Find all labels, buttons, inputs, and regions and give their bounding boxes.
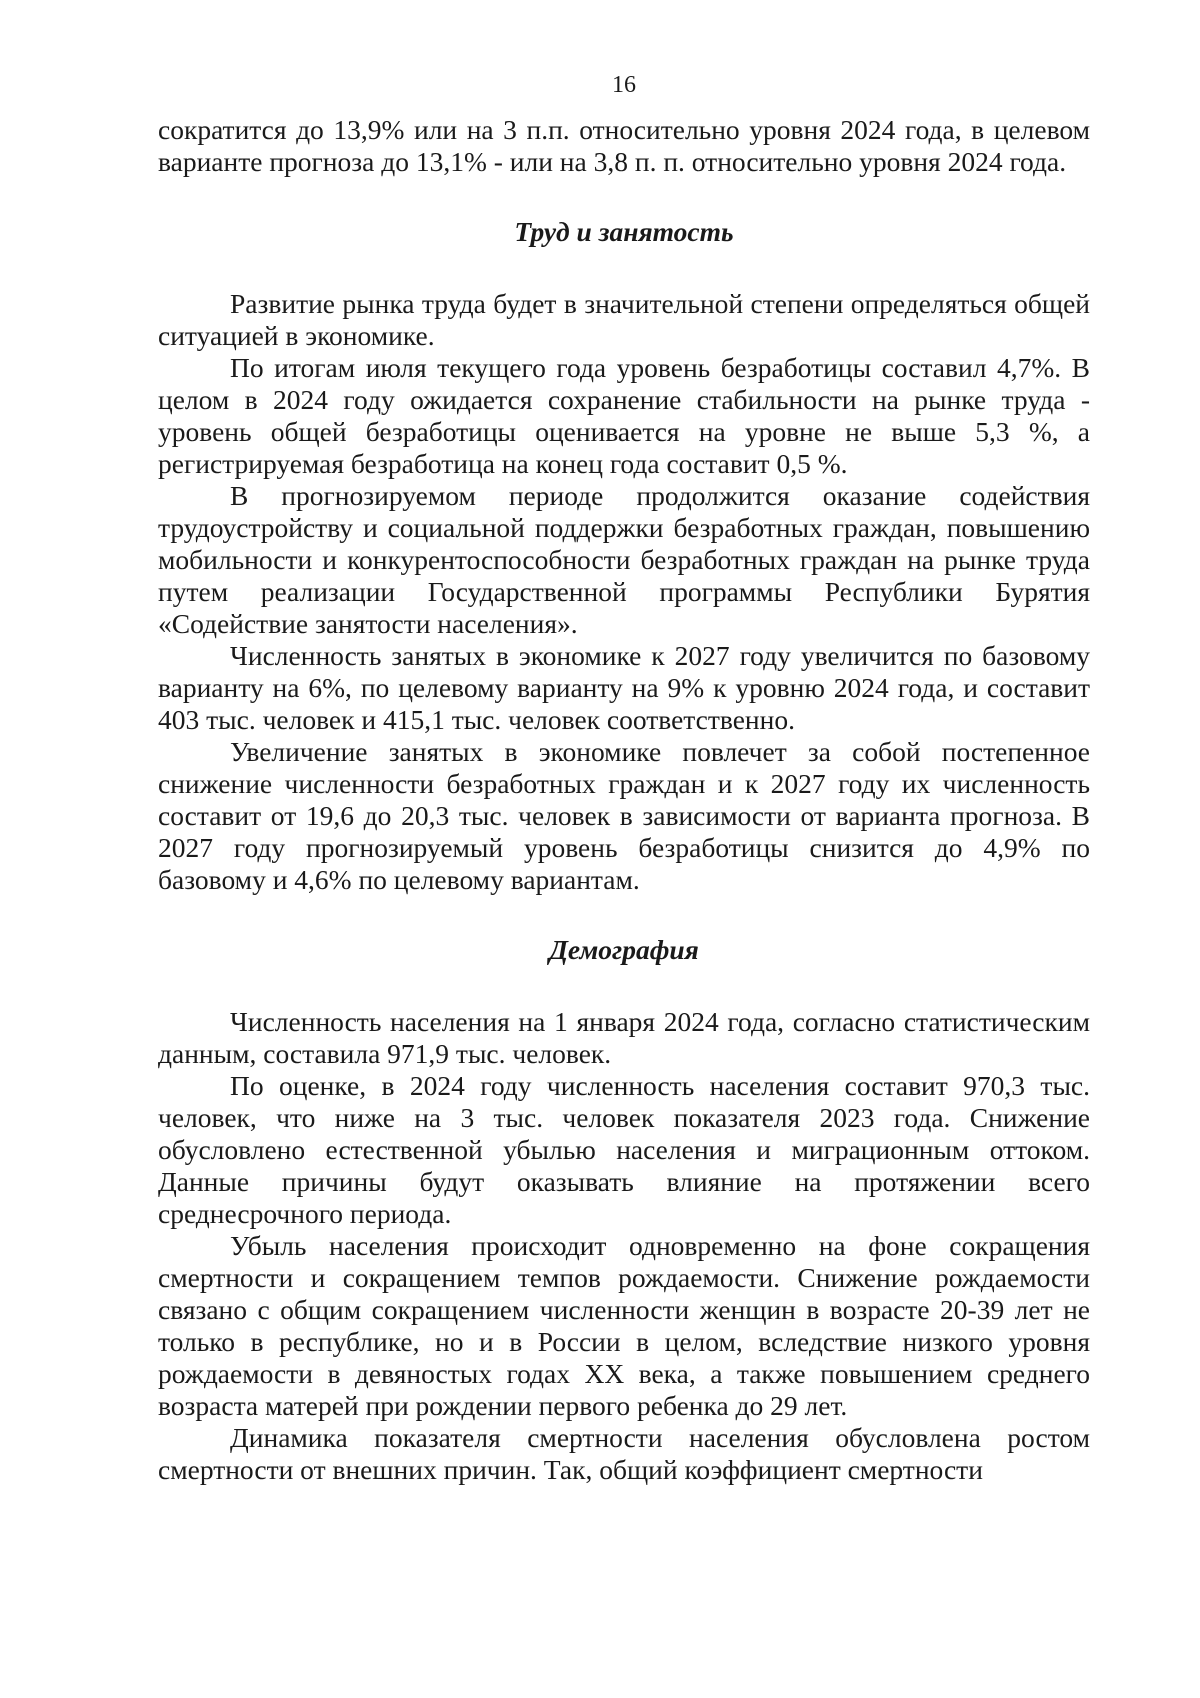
demography-paragraph-4: Динамика показателя смертности населения обусловлена ростом смертности от внешних причин. Так, общий коэффициент смертности [158,1422,1090,1485]
labor-paragraph-2: По итогам июля текущего года уровень безработицы составил 4,7%. В целом в 2024 году ожидается сохранение стабильности на рынке труда - уровень общей безработицы оценивается на уровне не выше 5,3 %, а регистрируемая безработица на конец года составит 0,5 %. [158,352,1090,479]
demography-paragraph-3: Убыль населения происходит одновременно на фоне сокращения смертности и сокращением темпов рождаемости. Снижение рождаемости связано с общим сокращением численности женщин в возрасте 20-39 лет не только в республике, но и в России в целом, вследствие низкого уровня рождаемости в девяностых годах XX века, а также повышением среднего возраста матерей при рождении первого ребенка до 29 лет. [158,1230,1090,1421]
labor-paragraph-5: Увеличение занятых в экономике повлечет за собой постепенное снижение численности безработных граждан и к 2027 году их численность составит от 19,6 до 20,3 тыс. человек в зависимости от варианта прогноза. В 2027 году прогнозируемый уровень безработицы снизится до 4,9% по базовому и 4,6% по целевому вариантам. [158,736,1090,895]
demography-paragraph-1: Численность населения на 1 января 2024 года, согласно статистическим данным, составила 971,9 тыс. человек. [158,1006,1090,1069]
document-page [158,70,1090,1486]
section-title-labor: Труд и занятость [514,216,734,247]
intro-paragraph: сократится до 13,9% или на 3 п.п. относительно уровня 2024 года, в целевом варианте прогноза до 13,1% - или на 3,8 п. п. относительно уровня 2024 года. [158,114,1090,177]
section-title-demography: Демография [549,934,699,965]
labor-paragraph-4: Численность занятых в экономике к 2027 году увеличится по базовому варианту на 6%, по целевому варианту на 9% к уровню 2024 года, и составит 403 тыс. человек и 415,1 тыс. человек соответственно. [158,640,1090,735]
page-number: 16 [612,72,636,98]
labor-paragraph-1: Развитие рынка труда будет в значительной степени определяться общей ситуацией в экономике. [158,288,1090,351]
demography-paragraph-2: По оценке, в 2024 году численность населения составит 970,3 тыс. человек, что ниже на 3 тыс. человек показателя 2023 года. Снижение обусловлено естественной убылью населения и миграционным оттоком. Данные причины будут оказывать влияние на протяжении всего среднесрочного периода. [158,1070,1090,1229]
labor-paragraph-3: В прогнозируемом периоде продолжится оказание содействия трудоустройству и социальной поддержки безработных граждан, повышению мобильности и конкурентоспособности безработных граждан на рынке труда путем реализации Государственной программы Республики Бурятия «Содействие занятости населения». [158,480,1090,639]
